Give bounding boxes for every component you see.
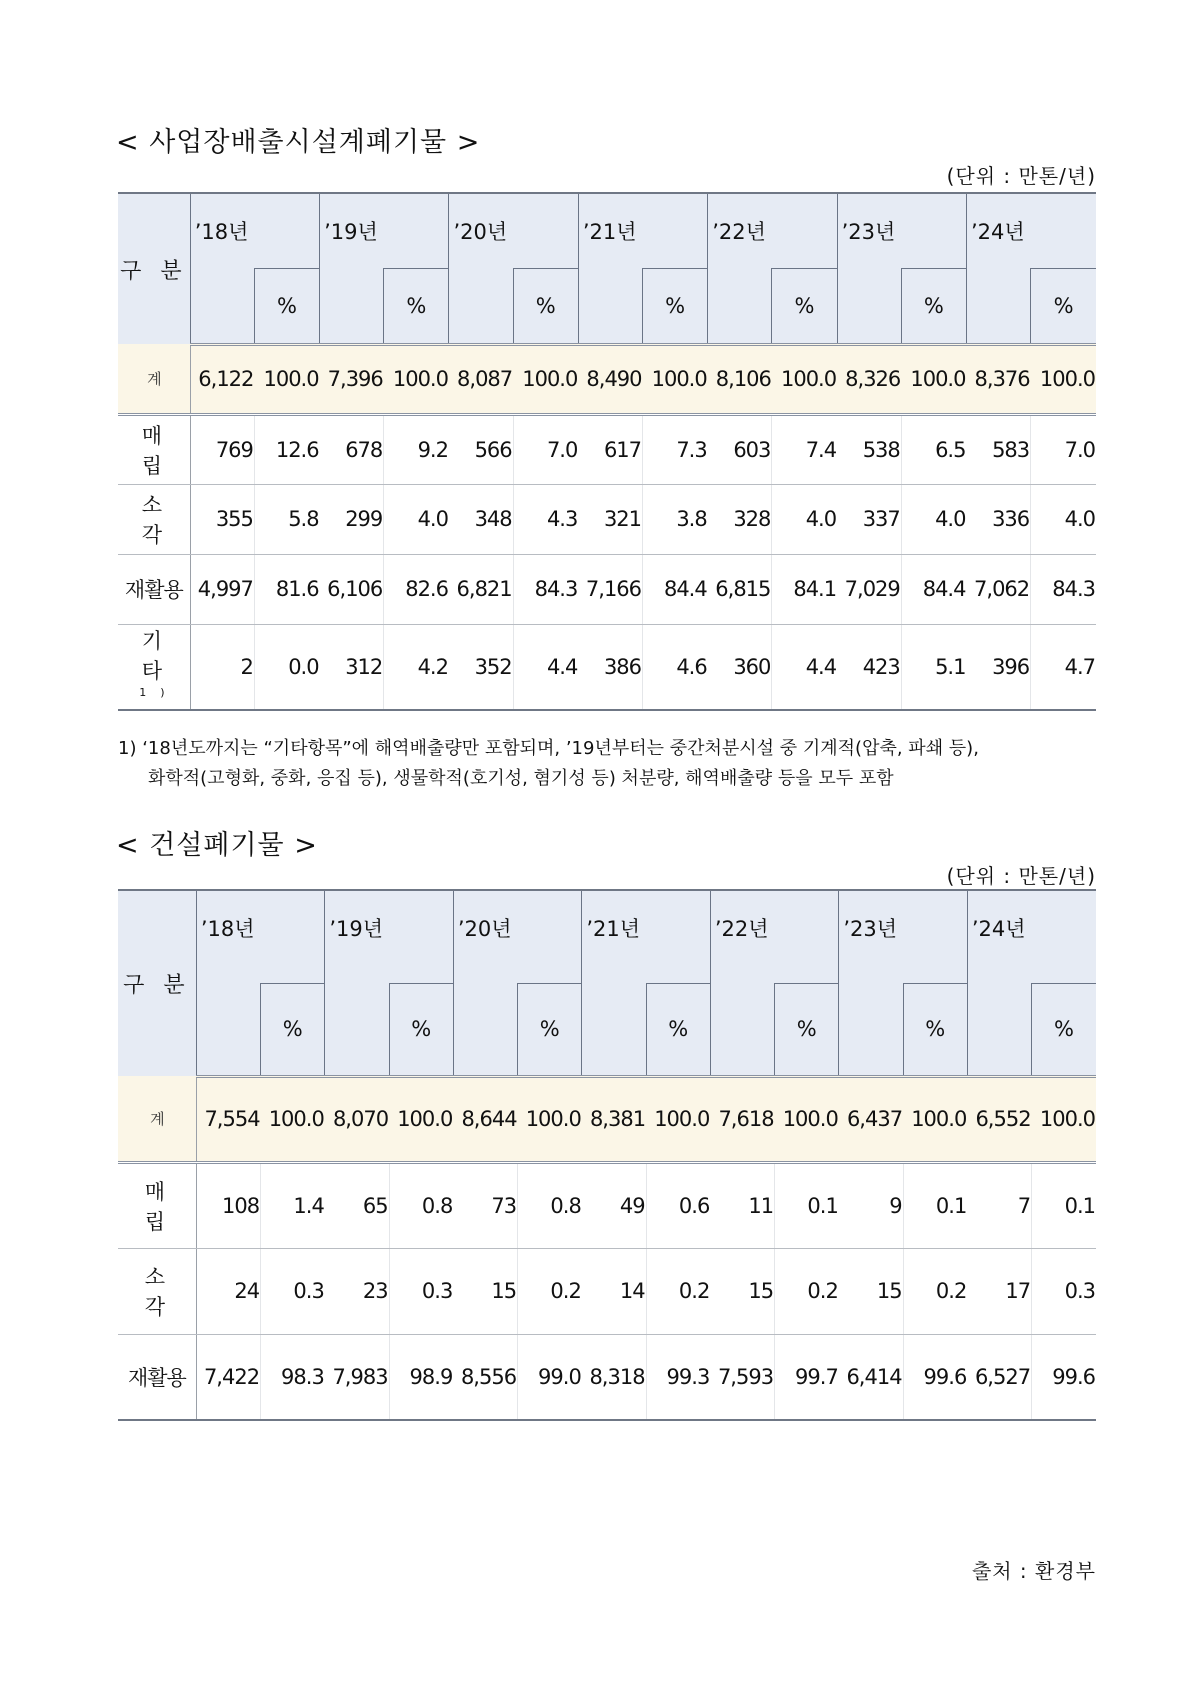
percent-cell: 0.2	[518, 1248, 582, 1334]
pct-header: %	[389, 983, 453, 1076]
value-cell: 396	[966, 624, 1030, 710]
section2-unit: (단위 : 만톤/년)	[946, 864, 1096, 888]
percent-cell: 0.8	[518, 1162, 582, 1248]
value-cell: 423	[837, 624, 901, 710]
year-header: ’21년	[578, 193, 707, 268]
table-row	[118, 414, 1096, 484]
value-cell: 7,618	[710, 1076, 774, 1162]
value-cell: 108	[196, 1162, 260, 1248]
value-cell: 321	[578, 484, 642, 554]
year-header: ’20년	[449, 193, 578, 268]
percent-cell: 100.0	[903, 1076, 967, 1162]
value-cell: 299	[320, 484, 384, 554]
pct-header: %	[384, 268, 449, 344]
value-cell: 7,983	[325, 1334, 389, 1420]
percent-cell: 0.6	[646, 1162, 710, 1248]
value-cell: 348	[449, 484, 513, 554]
pct-header: %	[643, 268, 708, 344]
percent-cell: 4.6	[643, 624, 708, 710]
percent-cell: 100.0	[1031, 344, 1096, 414]
year-header: ’22년	[708, 193, 837, 268]
value-cell: 15	[453, 1248, 517, 1334]
percent-cell: 82.6	[384, 554, 449, 624]
percent-cell: 0.2	[646, 1248, 710, 1334]
footnote-line-2: 화학적(고형화, 중화, 응집 등), 생물학적(호기성, 혐기성 등) 처분량, 해역배출량 등을 모두 포함	[148, 768, 894, 789]
pct-header: %	[1031, 268, 1096, 344]
percent-cell: 98.9	[389, 1334, 453, 1420]
year-header: ’23년	[839, 890, 968, 983]
table-row	[118, 1334, 1096, 1420]
percent-cell: 100.0	[1032, 1076, 1096, 1162]
percent-cell: 9.2	[384, 414, 449, 484]
value-cell: 6,122	[190, 344, 254, 414]
source-credit: 출처 : 환경부	[971, 1559, 1096, 1583]
row-label: 소 각	[118, 484, 190, 554]
percent-cell: 0.2	[775, 1248, 839, 1334]
percent-cell: 100.0	[646, 1076, 710, 1162]
percent-cell: 4.4	[772, 624, 837, 710]
percent-cell: 5.1	[901, 624, 966, 710]
value-cell: 2	[190, 624, 254, 710]
value-cell: 8,556	[453, 1334, 517, 1420]
section1-title: < 사업장배출시설계폐기물 >	[116, 127, 481, 158]
percent-cell: 7.0	[1031, 414, 1096, 484]
value-cell: 6,815	[708, 554, 772, 624]
percent-cell: 7.0	[513, 414, 578, 484]
value-cell: 583	[966, 414, 1030, 484]
percent-cell: 84.1	[772, 554, 837, 624]
percent-cell: 5.8	[254, 484, 319, 554]
percent-cell: 100.0	[513, 344, 578, 414]
percent-cell: 7.4	[772, 414, 837, 484]
value-cell: 7,422	[196, 1334, 260, 1420]
percent-cell: 99.3	[646, 1334, 710, 1420]
value-cell: 538	[837, 414, 901, 484]
value-cell: 17	[967, 1248, 1031, 1334]
value-cell: 14	[582, 1248, 646, 1334]
row-label: 매 립	[118, 1162, 196, 1248]
section1-table	[118, 192, 1096, 711]
year-header: ’24년	[966, 193, 1096, 268]
percent-cell: 100.0	[901, 344, 966, 414]
value-cell: 8,381	[582, 1076, 646, 1162]
row-header: 구 분	[118, 890, 196, 1076]
value-cell: 15	[839, 1248, 903, 1334]
table-row	[118, 624, 1096, 710]
percent-cell: 100.0	[775, 1076, 839, 1162]
value-cell: 24	[196, 1248, 260, 1334]
value-cell: 769	[190, 414, 254, 484]
value-cell: 65	[325, 1162, 389, 1248]
value-cell: 8,070	[325, 1076, 389, 1162]
value-cell: 8,087	[449, 344, 513, 414]
percent-cell: 100.0	[518, 1076, 582, 1162]
year-header: ’20년	[453, 890, 582, 983]
year-header: ’21년	[582, 890, 711, 983]
year-header: ’19년	[325, 890, 454, 983]
row-label: 기 타$^{1)}$	[118, 624, 190, 710]
pct-header: %	[903, 983, 967, 1076]
value-cell: 336	[966, 484, 1030, 554]
percent-cell: 0.1	[1032, 1162, 1096, 1248]
table-row	[118, 1248, 1096, 1334]
year-header: ’18년	[190, 193, 319, 268]
pct-header: %	[1032, 983, 1096, 1076]
footnote-line-1: 1) ‘18년도까지는 “기타항목”에 해역배출량만 포함되며, ’19년부터는 중간처분시설 중 기계적(압축, 파쇄 등),	[118, 738, 979, 759]
percent-cell: 0.3	[1032, 1248, 1096, 1334]
section2-title: < 건설폐기물 >	[116, 830, 318, 861]
percent-cell: 0.1	[775, 1162, 839, 1248]
percent-cell: 0.3	[261, 1248, 325, 1334]
row-label: 재활용	[118, 554, 190, 624]
value-cell: 6,821	[449, 554, 513, 624]
value-cell: 9	[839, 1162, 903, 1248]
pct-header: %	[646, 983, 710, 1076]
percent-cell: 4.0	[772, 484, 837, 554]
year-header: ’23년	[837, 193, 966, 268]
percent-cell: 84.4	[643, 554, 708, 624]
value-cell: 8,326	[837, 344, 901, 414]
pct-header: %	[775, 983, 839, 1076]
value-cell: 8,106	[708, 344, 772, 414]
value-cell: 6,437	[839, 1076, 903, 1162]
percent-cell: 100.0	[384, 344, 449, 414]
value-cell: 7,396	[320, 344, 384, 414]
section2-table	[118, 889, 1096, 1421]
row-label: 계	[118, 1076, 196, 1162]
year-header: ’19년	[320, 193, 449, 268]
percent-cell: 81.6	[254, 554, 319, 624]
value-cell: 355	[190, 484, 254, 554]
percent-cell: 84.3	[1031, 554, 1096, 624]
pct-header: %	[901, 268, 966, 344]
value-cell: 617	[578, 414, 642, 484]
value-cell: 352	[449, 624, 513, 710]
year-header: ’24년	[967, 890, 1096, 983]
table-row	[118, 1162, 1096, 1248]
value-cell: 73	[453, 1162, 517, 1248]
value-cell: 678	[320, 414, 384, 484]
value-cell: 7	[967, 1162, 1031, 1248]
value-cell: 6,552	[967, 1076, 1031, 1162]
percent-cell: 100.0	[772, 344, 837, 414]
percent-cell: 100.0	[389, 1076, 453, 1162]
value-cell: 7,029	[837, 554, 901, 624]
table-row	[118, 484, 1096, 554]
row-header: 구 분	[118, 193, 190, 344]
value-cell: 15	[710, 1248, 774, 1334]
row-label: 소 각	[118, 1248, 196, 1334]
percent-cell: 4.2	[384, 624, 449, 710]
percent-cell: 0.8	[389, 1162, 453, 1248]
percent-cell: 99.7	[775, 1334, 839, 1420]
percent-cell: 100.0	[643, 344, 708, 414]
year-header: ’22년	[710, 890, 839, 983]
percent-cell: 4.7	[1031, 624, 1096, 710]
value-cell: 312	[320, 624, 384, 710]
value-cell: 566	[449, 414, 513, 484]
percent-cell: 99.6	[1032, 1334, 1096, 1420]
value-cell: 11	[710, 1162, 774, 1248]
percent-cell: 6.5	[901, 414, 966, 484]
percent-cell: 1.4	[261, 1162, 325, 1248]
percent-cell: 99.0	[518, 1334, 582, 1420]
value-cell: 8,490	[578, 344, 642, 414]
percent-cell: 0.3	[389, 1248, 453, 1334]
table-row	[118, 554, 1096, 624]
value-cell: 8,318	[582, 1334, 646, 1420]
percent-cell: 4.0	[901, 484, 966, 554]
value-cell: 6,414	[839, 1334, 903, 1420]
row-label: 계	[118, 344, 190, 414]
value-cell: 7,593	[710, 1334, 774, 1420]
percent-cell: 84.4	[901, 554, 966, 624]
pct-header: %	[254, 268, 319, 344]
percent-cell: 100.0	[261, 1076, 325, 1162]
percent-cell: 4.0	[384, 484, 449, 554]
value-cell: 6,106	[320, 554, 384, 624]
footnote-marker: 1)	[139, 685, 179, 699]
value-cell: 360	[708, 624, 772, 710]
value-cell: 8,644	[453, 1076, 517, 1162]
pct-header: %	[261, 983, 325, 1076]
percent-cell: 0.0	[254, 624, 319, 710]
percent-cell: 12.6	[254, 414, 319, 484]
percent-cell: 100.0	[254, 344, 319, 414]
percent-cell: 99.6	[903, 1334, 967, 1420]
total-row	[118, 1076, 1096, 1162]
percent-cell: 7.3	[643, 414, 708, 484]
percent-cell: 4.0	[1031, 484, 1096, 554]
section1-unit: (단위 : 만톤/년)	[946, 164, 1096, 188]
value-cell: 8,376	[966, 344, 1030, 414]
value-cell: 337	[837, 484, 901, 554]
percent-cell: 98.3	[261, 1334, 325, 1420]
percent-cell: 4.4	[513, 624, 578, 710]
footnote	[118, 734, 1108, 794]
value-cell: 6,527	[967, 1334, 1031, 1420]
percent-cell: 4.3	[513, 484, 578, 554]
pct-header: %	[518, 983, 582, 1076]
value-cell: 386	[578, 624, 642, 710]
value-cell: 328	[708, 484, 772, 554]
value-cell: 7,554	[196, 1076, 260, 1162]
value-cell: 603	[708, 414, 772, 484]
pct-header: %	[772, 268, 837, 344]
percent-cell: 0.1	[903, 1162, 967, 1248]
value-cell: 4,997	[190, 554, 254, 624]
total-row	[118, 344, 1096, 414]
year-header: ’18년	[196, 890, 325, 983]
percent-cell: 3.8	[643, 484, 708, 554]
pct-header: %	[513, 268, 578, 344]
row-label: 재활용	[118, 1334, 196, 1420]
value-cell: 7,062	[966, 554, 1030, 624]
row-label: 매 립	[118, 414, 190, 484]
value-cell: 49	[582, 1162, 646, 1248]
percent-cell: 0.2	[903, 1248, 967, 1334]
percent-cell: 84.3	[513, 554, 578, 624]
value-cell: 7,166	[578, 554, 642, 624]
value-cell: 23	[325, 1248, 389, 1334]
